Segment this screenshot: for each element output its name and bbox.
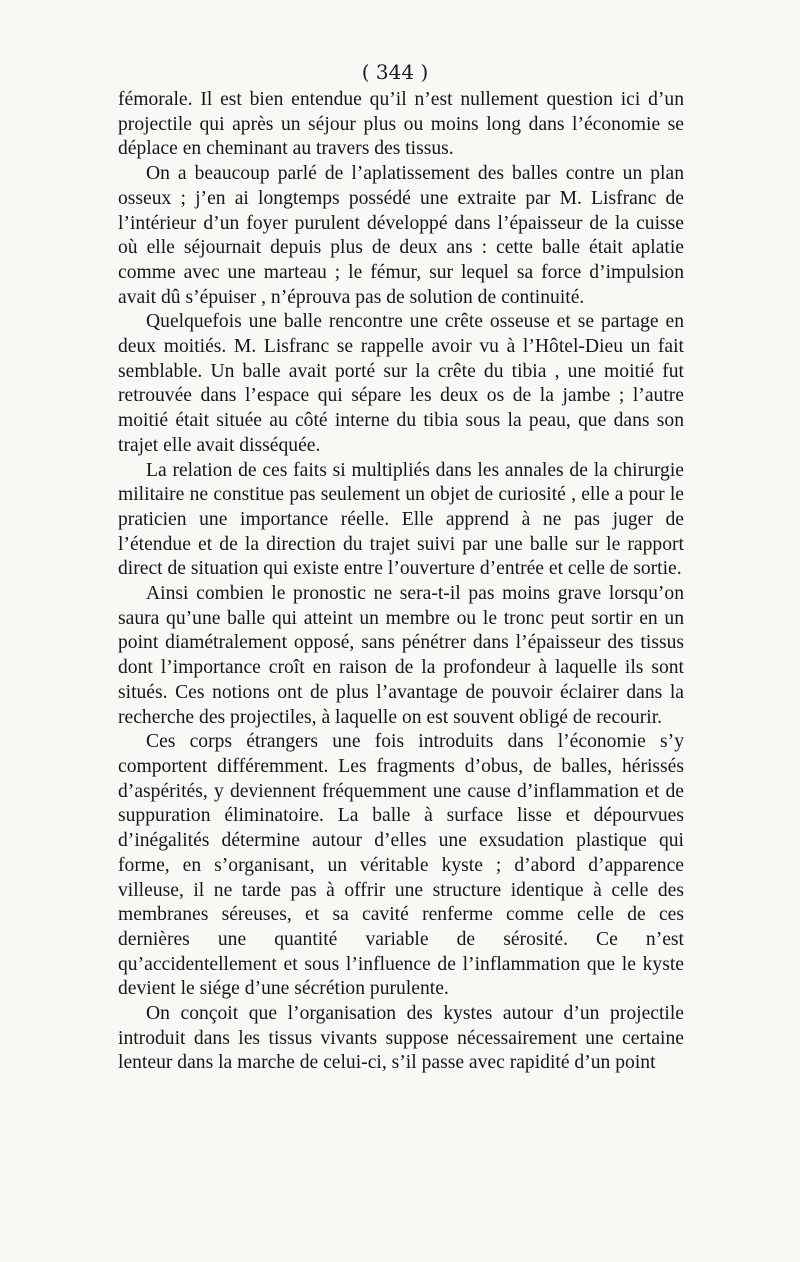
paragraph-3: Quelquefois une balle rencontre une crête osseuse et se partage en deux moitiés. M. Lisfranc se rappelle avoir vu à l’Hôtel-Dieu un fait semblable. Un balle avait porté sur la crête du tibia , une moitié fut retrouvée dans l’espace qui sépare les deux os de la jambe ; l’autre moitié était située au côté interne du tibia sous la peau, que dans son trajet elle avait disséquée. <box>118 311 684 456</box>
paragraph-6: Ces corps étrangers une fois introduits dans l’économie s’y comportent différemment. Les fragments d’obus, de balles, hérissés d’aspérités, y deviennent fréquemment une cause d’inflammation et de suppuration éliminatoire. La balle à surface lisse et dépourvues d’inégalités détermine autour d’elles une exsudation plastique qui forme, en s’organisant, un véritable kyste ; d’abord d’apparence villeuse, il ne tarde pas à offrir une structure identique à celle des membranes séreuses, et sa cavité renferme comme celle de ces dernières une quantité variable de sérosité. Ce n’est qu’accidentellement et sous l’influence de l’inflammation que le kyste devient le siége d’une sécrétion purulente. <box>118 731 684 1000</box>
paragraph-4: La relation de ces faits si multipliés dans les annales de la chirurgie militaire ne constitue pas seulement un objet de curiosité , elle a pour le praticien une importance réelle. Elle apprend à ne pas juger de l’étendue et de la direction du trajet suivi par une balle sur le rapport direct de situation qui existe entre l’ouverture d’entrée et celle de sortie. <box>118 459 684 580</box>
body-text <box>118 88 684 1076</box>
paragraph-5: Ainsi combien le pronostic ne sera-t-il pas moins grave lorsqu’on saura qu’une balle qui atteint un membre ou le tronc peut sortir en un point diamétralement opposé, sans pénétrer dans l’épaisseur des tissus dont l’importance croît en raison de la profondeur à laquelle ils sont situés. Ces notions ont de plus l’avantage de pouvoir éclairer dans la recherche des projectiles, à laquelle on est souvent obligé de recourir. <box>118 583 684 728</box>
paragraph-2: On a beaucoup parlé de l’aplatissement des balles contre un plan osseux ; j’en ai longtemps possédé une extraite par M. Lisfranc de l’intérieur d’un foyer purulent développé dans l’épaisseur de la cuisse où elle séjournait depuis plus de deux ans : cette balle était aplatie comme avec une marteau ; le fémur, sur lequel sa force d’impulsion avait dû s’épuiser , n’éprouva pas de solution de continuité. <box>118 163 684 308</box>
paragraph-7: On conçoit que l’organisation des kystes autour d’un projectile introduit dans les tissus vivants suppose nécessairement une certaine lenteur dans la marche de celui-ci, s’il passe avec rapidité d’un point <box>118 1003 684 1074</box>
paragraph-1: fémorale. Il est bien entendue qu’il n’est nullement question ici d’un projectile qui après un séjour plus ou moins long dans l’économie se déplace en cheminant au travers des tissus. <box>118 89 684 160</box>
page-number: ( 344 ) <box>361 60 429 84</box>
